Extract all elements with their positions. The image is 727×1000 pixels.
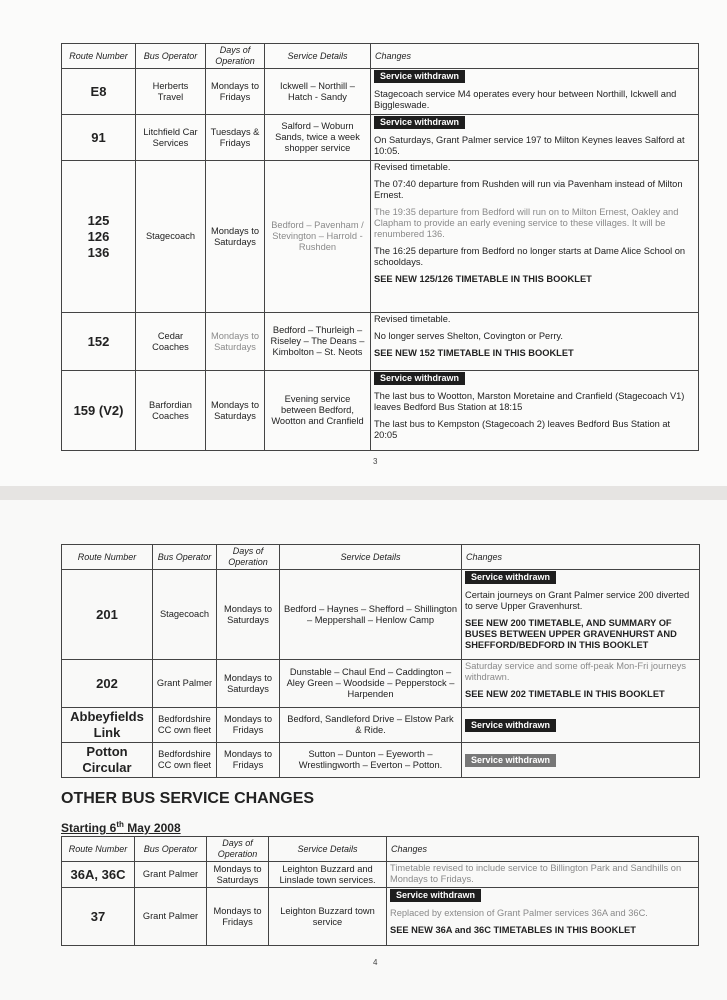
header-service-details: Service Details: [269, 837, 387, 862]
header-changes: Changes: [462, 545, 700, 570]
change-text: The 07:40 departure from Rushden will run via Pavenham instead of Milton Ernest.: [374, 179, 683, 200]
bus-operator: Herberts Travel: [136, 69, 206, 115]
route-number: 202: [62, 660, 153, 708]
bus-operator: Stagecoach: [153, 570, 217, 660]
bus-operator: Bedfordshire CC own fleet: [153, 743, 217, 778]
table-row: [62, 371, 699, 451]
changes-cell: [462, 708, 700, 743]
timetable-note: SEE NEW 202 TIMETABLE IN THIS BOOKLET: [465, 689, 665, 699]
route-number: 125 126 136: [62, 161, 136, 313]
changes-cell: [371, 69, 699, 115]
service-withdrawn-badge: Service withdrawn: [390, 889, 481, 902]
days-of-operation: Mondays to Saturdays: [217, 570, 280, 660]
route-number: E8: [62, 69, 136, 115]
date-suffix: th: [116, 820, 124, 829]
route-number: 152: [62, 313, 136, 371]
service-withdrawn-badge: Service withdrawn: [465, 719, 556, 732]
bus-operator: Barfordian Coaches: [136, 371, 206, 451]
starting-label: Starting 6: [61, 821, 117, 835]
timetable-note: SEE NEW 152 TIMETABLE IN THIS BOOKLET: [374, 348, 574, 358]
service-details: Bedford – Haynes – Shefford – Shillington – Meppershall – Henlow Camp: [280, 570, 462, 660]
header-bus-operator: Bus Operator: [135, 837, 207, 862]
service-details: Bedford, Sandleford Drive – Elstow Park & Ride.: [280, 708, 462, 743]
route-number: Potton Circular: [62, 743, 153, 778]
route-number: 159 (V2): [62, 371, 136, 451]
days-of-operation: Mondays to Fridays: [206, 69, 265, 115]
page-number: 3: [373, 457, 378, 466]
table-row: [62, 570, 700, 660]
bus-operator: Grant Palmer: [153, 660, 217, 708]
changes-cell: [371, 313, 699, 371]
bus-operator: Bedfordshire CC own fleet: [153, 708, 217, 743]
service-withdrawn-badge: Service withdrawn: [465, 754, 556, 767]
changes-cell: [462, 660, 700, 708]
other-changes-table: [61, 836, 699, 946]
days-of-operation: Mondays to Saturdays: [206, 313, 265, 371]
days-of-operation: Tuesdays & Fridays: [206, 115, 265, 161]
days-of-operation: Mondays to Fridays: [207, 888, 269, 946]
bus-operator: Litchfield Car Services: [136, 115, 206, 161]
table-row: [62, 115, 699, 161]
changes-cell: [462, 743, 700, 778]
service-withdrawn-badge: Service withdrawn: [374, 70, 465, 83]
header-days: Days of Operation: [207, 837, 269, 862]
table-row: [62, 862, 699, 888]
change-text: On Saturdays, Grant Palmer service 197 to Milton Keynes leaves Salford at 10:05.: [374, 135, 685, 156]
header-bus-operator: Bus Operator: [136, 44, 206, 69]
route-number: 37: [62, 888, 135, 946]
service-withdrawn-badge: Service withdrawn: [465, 571, 556, 584]
header-days: Days of Operation: [217, 545, 280, 570]
table-row: [62, 660, 700, 708]
service-details: Salford – Woburn Sands, twice a week shopper service: [265, 115, 371, 161]
bus-operator: Grant Palmer: [135, 862, 207, 888]
header-changes: Changes: [371, 44, 699, 69]
other-changes-heading: OTHER BUS SERVICE CHANGES: [61, 790, 315, 807]
route-changes-table-page4: [61, 544, 700, 778]
service-details: Leighton Buzzard town service: [269, 888, 387, 946]
service-details: Leighton Buzzard and Linslade town services.: [269, 862, 387, 888]
change-text: The 19:35 departure from Bedford will run on to Milton Ernest, Oakley and Clapham to provide an early evening service to these villages. It will be renumbered 136.: [374, 207, 679, 239]
service-details: Evening service between Bedford, Wootton and Cranfield: [265, 371, 371, 451]
service-withdrawn-badge: Service withdrawn: [374, 372, 465, 385]
header-route-number: Route Number: [62, 545, 153, 570]
header-service-details: Service Details: [280, 545, 462, 570]
changes-cell: [462, 570, 700, 660]
service-details: Ickwell – Northill – Hatch - Sandy: [265, 69, 371, 115]
starting-month: May 2008: [123, 821, 181, 835]
route-number: 91: [62, 115, 136, 161]
change-text: The last bus to Wootton, Marston Moretaine and Cranfield (Stagecoach V1) leaves Bedford Bus Station at 18:15: [374, 391, 685, 412]
changes-cell: [371, 115, 699, 161]
header-route-number: Route Number: [62, 837, 135, 862]
changes-cell: [371, 371, 699, 451]
service-withdrawn-badge: Service withdrawn: [374, 116, 465, 129]
table-row: [62, 708, 700, 743]
days-of-operation: Mondays to Saturdays: [217, 660, 280, 708]
timetable-note: SEE NEW 200 TIMETABLE, AND SUMMARY OF BUSES BETWEEN UPPER GRAVENHURST AND SHEFFORD/BEDFORD IN THIS BOOKLET: [465, 618, 677, 650]
changes-cell: [387, 888, 699, 946]
page-number: 4: [373, 958, 378, 967]
days-of-operation: Mondays to Saturdays: [206, 161, 265, 313]
service-details: Dunstable – Chaul End – Caddington – Aley Green – Woodside – Pepperstock – Harpenden: [280, 660, 462, 708]
header-changes: Changes: [387, 837, 699, 862]
days-of-operation: Mondays to Saturdays: [207, 862, 269, 888]
route-number: 201: [62, 570, 153, 660]
route-number: Abbeyfields Link: [62, 708, 153, 743]
bus-operator: Grant Palmer: [135, 888, 207, 946]
change-text: Revised timetable.: [374, 162, 451, 172]
table-row: [62, 161, 699, 313]
table-row: [62, 313, 699, 371]
route-changes-table-page3: [61, 43, 699, 451]
timetable-note: SEE NEW 36A and 36C TIMETABLES IN THIS BOOKLET: [390, 925, 636, 935]
change-text: Saturday service and some off-peak Mon-Fri journeys withdrawn.: [465, 661, 686, 682]
days-of-operation: Mondays to Saturdays: [206, 371, 265, 451]
header-bus-operator: Bus Operator: [153, 545, 217, 570]
header-service-details: Service Details: [265, 44, 371, 69]
days-of-operation: Mondays to Fridays: [217, 708, 280, 743]
change-text: Replaced by extension of Grant Palmer services 36A and 36C.: [390, 908, 648, 918]
route-number: 36A, 36C: [62, 862, 135, 888]
changes-cell: [371, 161, 699, 313]
bus-operator: Cedar Coaches: [136, 313, 206, 371]
service-details: Bedford – Thurleigh – Riseley – The Deans – Kimbolton – St. Neots: [265, 313, 371, 371]
header-route-number: Route Number: [62, 44, 136, 69]
change-text: No longer serves Shelton, Covington or Perry.: [374, 331, 563, 341]
change-text: Stagecoach service M4 operates every hour between Northill, Ickwell and Biggleswade.: [374, 89, 677, 110]
change-text: The last bus to Kempston (Stagecoach 2) leaves Bedford Bus Station at 20:05: [374, 419, 671, 440]
service-details: Sutton – Dunton – Eyeworth – Wrestlingworth – Everton – Potton.: [280, 743, 462, 778]
change-text: The 16:25 departure from Bedford no longer starts at Dame Alice School on schooldays.: [374, 246, 686, 267]
change-text: Revised timetable.: [374, 314, 451, 324]
starting-date-heading: [61, 820, 181, 835]
timetable-note: SEE NEW 125/126 TIMETABLE IN THIS BOOKLET: [374, 274, 592, 284]
table-row: [62, 69, 699, 115]
page-gap: [0, 486, 727, 500]
change-text: Timetable revised to include service to Billington Park and Sandhills on Mondays to Fridays.: [387, 862, 699, 888]
table-row: [62, 888, 699, 946]
change-text: Certain journeys on Grant Palmer service 200 diverted to serve Upper Gravenhurst.: [465, 590, 690, 611]
service-details: Bedford – Pavenham / Stevington – Harrold - Rushden: [265, 161, 371, 313]
table-row: [62, 743, 700, 778]
bus-operator: Stagecoach: [136, 161, 206, 313]
header-days: Days of Operation: [206, 44, 265, 69]
days-of-operation: Mondays to Fridays: [217, 743, 280, 778]
